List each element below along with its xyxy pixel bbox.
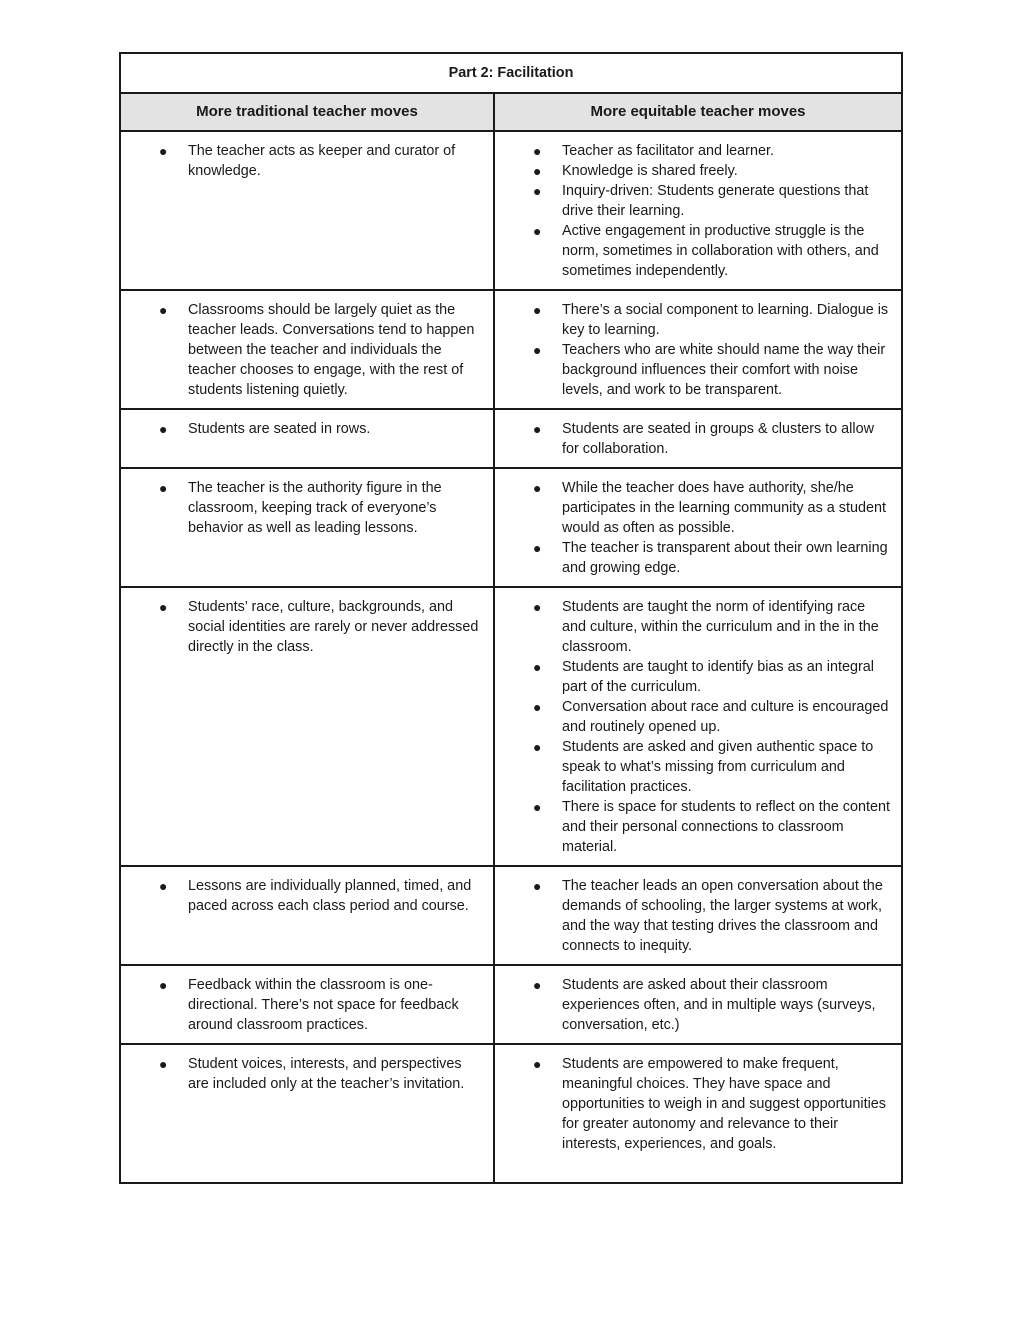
traditional-cell <box>120 131 494 290</box>
list-item-text: Students are taught to identify bias as an integral part of the curriculum. <box>562 659 874 695</box>
list-item <box>121 975 485 1035</box>
list-item <box>495 538 893 578</box>
list-item <box>495 876 893 956</box>
list-item-text: Inquiry-driven: Students generate questions that drive their learning. <box>562 183 869 219</box>
list-item-text: Active engagement in productive struggle is the norm, sometimes in collaboration with others, and sometimes independently. <box>562 223 879 279</box>
table-row <box>120 290 902 409</box>
list-item-text: While the teacher does have authority, she/he participates in the learning community as a student would as often as possible. <box>562 480 886 536</box>
bullet-icon: ● <box>159 977 168 993</box>
bullet-icon: ● <box>159 302 168 318</box>
bullet-icon: ● <box>159 421 168 437</box>
list-item <box>121 597 485 657</box>
list-item <box>121 1054 485 1094</box>
list-item-text: There’s a social component to learning. Dialogue is key to learning. <box>562 302 889 338</box>
equitable-cell <box>494 131 902 290</box>
bullet-icon: ● <box>533 480 542 496</box>
equitable-list <box>495 410 901 467</box>
list-item <box>495 975 893 1035</box>
list-item <box>495 340 893 400</box>
traditional-list <box>121 966 493 1043</box>
equitable-list <box>495 291 901 408</box>
header-traditional: More traditional teacher moves <box>120 93 494 131</box>
list-item <box>495 1054 893 1154</box>
list-item-text: Feedback within the classroom is one-directional. There’s not space for feedback around classroom practices. <box>188 977 459 1033</box>
list-item <box>495 419 893 459</box>
bullet-icon: ● <box>533 699 542 715</box>
traditional-cell <box>120 1044 494 1183</box>
bullet-icon: ● <box>533 342 542 358</box>
bullet-icon: ● <box>533 878 542 894</box>
traditional-cell <box>120 290 494 409</box>
bullet-icon: ● <box>533 659 542 675</box>
bullet-icon: ● <box>159 1056 168 1072</box>
bullet-icon: ● <box>159 878 168 894</box>
list-item <box>121 141 485 181</box>
list-item-text: The teacher leads an open conversation about the demands of schooling, the larger systems at work, and the way that testing drives the classroom and connects to inequity. <box>562 878 883 954</box>
facilitation-table <box>119 52 903 1184</box>
title-row <box>120 53 902 93</box>
list-item-text: Lessons are individually planned, timed, and paced across each class period and course. <box>188 878 472 914</box>
bullet-icon: ● <box>533 599 542 615</box>
list-item-text: The teacher acts as keeper and curator of knowledge. <box>188 143 456 179</box>
bullet-icon: ● <box>533 1056 542 1072</box>
bullet-icon: ● <box>533 143 542 159</box>
equitable-cell <box>494 866 902 965</box>
equitable-list <box>495 132 901 289</box>
equitable-list <box>495 1045 901 1162</box>
list-item <box>121 478 485 538</box>
traditional-cell <box>120 468 494 587</box>
table-row <box>120 965 902 1044</box>
list-item-text: Knowledge is shared freely. <box>562 163 738 179</box>
equitable-cell <box>494 409 902 468</box>
list-item-text: Student voices, interests, and perspectives are included only at the teacher’s invitation. <box>188 1056 465 1092</box>
bullet-icon: ● <box>533 799 542 815</box>
traditional-cell <box>120 409 494 468</box>
equitable-cell <box>494 587 902 866</box>
equitable-list <box>495 588 901 865</box>
list-item-text: Students’ race, culture, backgrounds, and social identities are rarely or never addressed directly in the class. <box>188 599 479 655</box>
table-row <box>120 409 902 468</box>
list-item-text: Students are seated in rows. <box>188 421 371 437</box>
list-item <box>495 181 893 221</box>
bullet-icon: ● <box>533 223 542 239</box>
list-item-text: Students are asked and given authentic space to speak to what’s missing from curriculum and facilitation practices. <box>562 739 874 795</box>
list-item-text: Classrooms should be largely quiet as the teacher leads. Conversations tend to happen between the teacher and individuals the teacher chooses to engage, with the rest of students listening quietly. <box>188 302 475 398</box>
equitable-list <box>495 867 901 964</box>
list-item <box>495 737 893 797</box>
bullet-icon: ● <box>533 183 542 199</box>
header-equitable: More equitable teacher moves <box>494 93 902 131</box>
list-item-text: The teacher is transparent about their own learning and growing edge. <box>562 540 888 576</box>
table-row <box>120 1044 902 1183</box>
bullet-icon: ● <box>533 302 542 318</box>
list-item <box>495 797 893 857</box>
traditional-list <box>121 867 493 924</box>
traditional-list <box>121 132 493 189</box>
list-item <box>121 300 485 400</box>
list-item <box>495 161 893 181</box>
list-item <box>495 221 893 281</box>
bullet-icon: ● <box>159 480 168 496</box>
table-row <box>120 866 902 965</box>
bullet-icon: ● <box>159 599 168 615</box>
bullet-icon: ● <box>533 739 542 755</box>
list-item <box>121 419 485 439</box>
traditional-list <box>121 291 493 408</box>
traditional-list <box>121 588 493 665</box>
list-item-text: There is space for students to reflect on the content and their personal connections to classroom material. <box>562 799 890 855</box>
table-row <box>120 587 902 866</box>
list-item <box>495 141 893 161</box>
list-item <box>121 876 485 916</box>
list-item-text: Students are asked about their classroom experiences often, and in multiple ways (surveys, conversation, etc.) <box>562 977 876 1033</box>
equitable-list <box>495 966 901 1043</box>
list-item-text: Conversation about race and culture is encouraged and routinely opened up. <box>562 699 889 735</box>
list-item-text: Students are seated in groups & clusters to allow for collaboration. <box>562 421 874 457</box>
equitable-cell <box>494 290 902 409</box>
equitable-cell <box>494 468 902 587</box>
table-row <box>120 131 902 290</box>
traditional-list <box>121 1045 493 1102</box>
list-item <box>495 597 893 657</box>
traditional-cell <box>120 866 494 965</box>
bullet-icon: ● <box>533 163 542 179</box>
list-item-text: The teacher is the authority figure in the classroom, keeping track of everyone’s behavior as well as leading lessons. <box>188 480 442 536</box>
list-item <box>495 657 893 697</box>
bullet-icon: ● <box>159 143 168 159</box>
equitable-cell <box>494 965 902 1044</box>
header-row <box>120 93 902 131</box>
table-row <box>120 468 902 587</box>
bullet-icon: ● <box>533 977 542 993</box>
table-title: Part 2: Facilitation <box>120 53 902 93</box>
equitable-list <box>495 469 901 586</box>
traditional-cell <box>120 587 494 866</box>
list-item <box>495 300 893 340</box>
list-item <box>495 478 893 538</box>
list-item <box>495 697 893 737</box>
traditional-cell <box>120 965 494 1044</box>
equitable-cell <box>494 1044 902 1183</box>
bullet-icon: ● <box>533 421 542 437</box>
list-item-text: Teacher as facilitator and learner. <box>562 143 774 159</box>
list-item-text: Students are taught the norm of identifying race and culture, within the curriculum and in the in the classroom. <box>562 599 879 655</box>
traditional-list <box>121 469 493 546</box>
bullet-icon: ● <box>533 540 542 556</box>
traditional-list <box>121 410 493 447</box>
list-item-text: Teachers who are white should name the way their background influences their comfort with noise levels, and work to be transparent. <box>562 342 886 398</box>
list-item-text: Students are empowered to make frequent, meaningful choices. They have space and opportunities to weigh in and suggest opportunities for greater autonomy and relevance to their interests, experiences, and goals. <box>562 1056 887 1152</box>
